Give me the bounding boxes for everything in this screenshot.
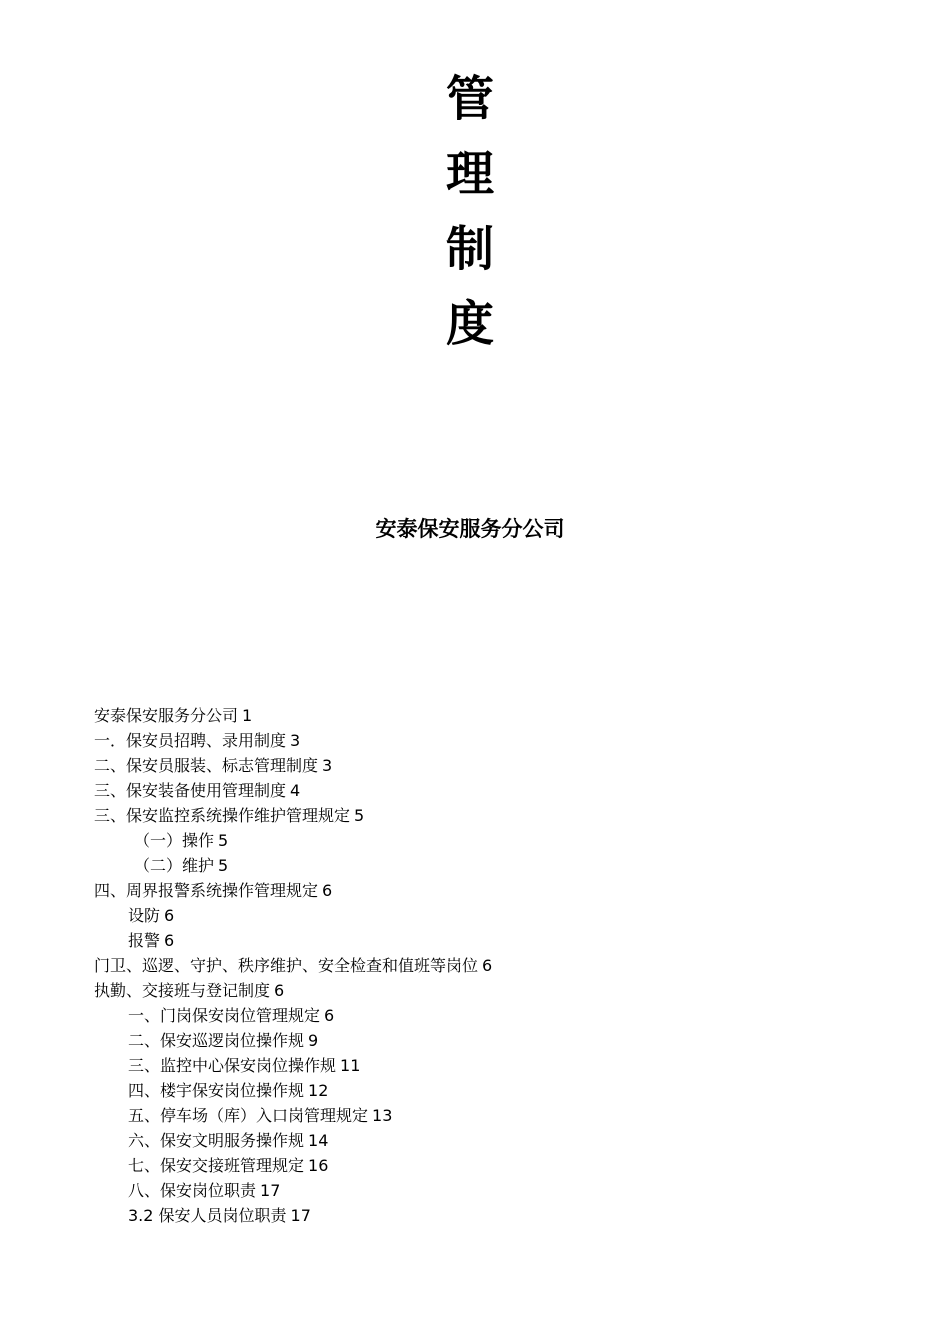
toc-entry[interactable] [94,1153,894,1178]
toc-entry-page-number: 6 [324,1006,335,1025]
toc-entry-page-number: 9 [308,1031,319,1050]
toc-entry[interactable] [94,1028,894,1053]
toc-entry-text: 二、保安巡逻岗位操作规 [128,1031,305,1050]
toc-entry-page-number: 12 [308,1081,329,1100]
toc-entry-text: 二、保安员服装、标志管理制度 [94,756,319,775]
toc-entry[interactable] [94,1053,894,1078]
table-of-contents [94,703,894,1228]
toc-entry[interactable] [94,928,894,953]
toc-entry-page-number: 6 [274,981,285,1000]
toc-entry-page-number: 14 [308,1131,329,1150]
toc-entry[interactable] [94,1103,894,1128]
document-title [0,62,940,362]
toc-entry[interactable] [94,753,894,778]
toc-entry-text: 五、停车场（库）入口岗管理规定 [128,1106,369,1125]
title-char: 制 [445,221,494,277]
toc-entry-page-number: 5 [218,831,229,850]
toc-entry-text: 3.2 保安人员岗位职责 [128,1206,287,1225]
toc-entry[interactable] [94,953,894,978]
toc-entry-text: 执勤、交接班与登记制度 [94,981,271,1000]
toc-entry-page-number: 5 [354,806,365,825]
toc-entry[interactable] [94,1178,894,1203]
toc-entry-page-number: 13 [372,1106,393,1125]
toc-entry-text: 四、楼宇保安岗位操作规 [128,1081,305,1100]
toc-entry-page-number: 1 [242,706,253,725]
toc-entry-text: 六、保安文明服务操作规 [128,1131,305,1150]
toc-entry-page-number: 4 [290,781,301,800]
toc-entry[interactable] [94,778,894,803]
toc-entry-text: （二）维护 [134,856,215,875]
toc-entry[interactable] [94,703,894,728]
toc-entry-text: （一）操作 [134,831,215,850]
title-char: 管 [445,71,494,127]
toc-entry-page-number: 3 [290,731,301,750]
title-char: 度 [445,296,494,352]
title-char: 理 [445,146,494,202]
toc-entry[interactable] [94,1128,894,1153]
toc-entry[interactable] [94,853,894,878]
toc-entry-text: 一．保安员招聘、录用制度 [94,731,287,750]
toc-entry-text: 三、保安监控系统操作维护管理规定 [94,806,351,825]
toc-entry-text: 三、监控中心保安岗位操作规 [128,1056,337,1075]
toc-entry-page-number: 6 [322,881,333,900]
toc-entry-text: 三、保安装备使用管理制度 [94,781,287,800]
toc-entry-page-number: 6 [164,906,175,925]
toc-entry-text: 八、保安岗位职责 [128,1181,257,1200]
toc-entry-text: 一、门岗保安岗位管理规定 [128,1006,321,1025]
toc-entry[interactable] [94,903,894,928]
toc-entry[interactable] [94,1078,894,1103]
toc-entry-text: 七、保安交接班管理规定 [128,1156,305,1175]
company-name: 安泰保安服务分公司 [375,517,565,541]
toc-entry-text: 报警 [128,931,161,950]
toc-entry[interactable] [94,728,894,753]
toc-entry[interactable] [94,878,894,903]
toc-entry[interactable] [94,1003,894,1028]
toc-entry-page-number: 5 [218,856,229,875]
toc-entry-page-number: 17 [260,1181,281,1200]
toc-entry[interactable] [94,978,894,1003]
toc-entry-text: 四、周界报警系统操作管理规定 [94,881,319,900]
toc-entry-page-number: 17 [290,1206,311,1225]
toc-entry-text: 设防 [128,906,161,925]
toc-entry-text: 安泰保安服务分公司 [94,706,239,725]
toc-entry-page-number: 6 [164,931,175,950]
toc-entry-page-number: 6 [482,956,493,975]
toc-entry-page-number: 11 [340,1056,361,1075]
toc-entry[interactable] [94,1203,894,1228]
toc-entry-text: 门卫、巡逻、守护、秩序维护、安全检查和值班等岗位 [94,956,479,975]
toc-entry-page-number: 16 [308,1156,329,1175]
toc-entry[interactable] [94,803,894,828]
toc-entry[interactable] [94,828,894,853]
toc-entry-page-number: 3 [322,756,333,775]
